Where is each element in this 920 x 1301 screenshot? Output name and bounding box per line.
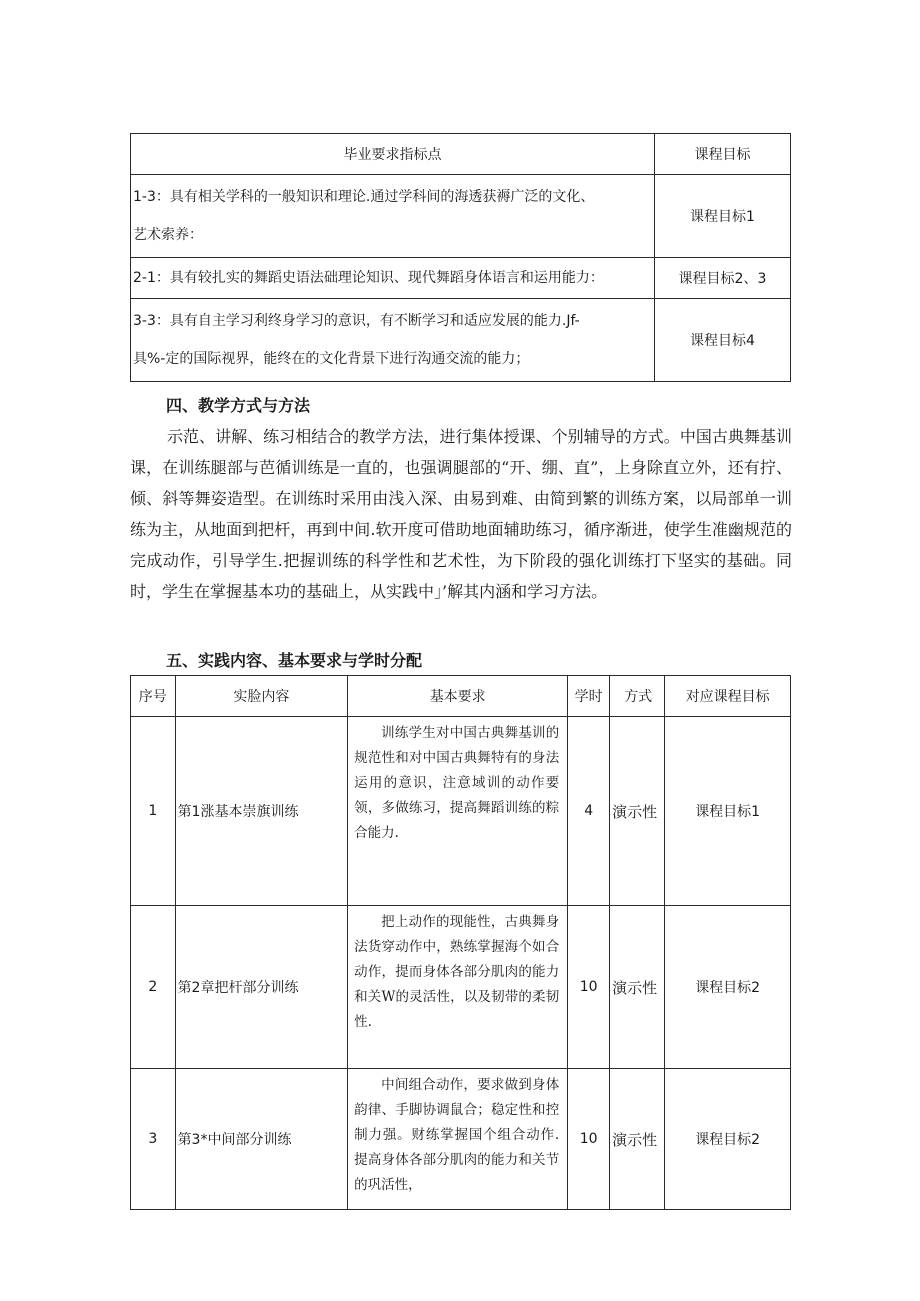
- experiment-cell: 第2章把杆部分训练: [175, 906, 348, 1069]
- table-header-row: [131, 134, 791, 175]
- requirement-cell: 中间组合动作，要求做到身体韵律、手脚协调鼠合；稳定性和控制力强。财练掌握国个组合动作.提高身体各部分肌肉的能力和关节的巩活性，: [348, 1069, 568, 1210]
- experiment-cell: 第1涨基本崇旗训练: [175, 717, 348, 906]
- header-experiment: 实脸内容: [175, 676, 348, 717]
- header-seq: 序号: [131, 676, 176, 717]
- table-header-row: [131, 676, 791, 717]
- hours-cell: 10: [568, 1069, 610, 1210]
- header-hours: 学时: [568, 676, 610, 717]
- indicator-cell: [131, 175, 655, 258]
- method-cell: 演示性: [610, 1069, 665, 1210]
- table-row: [131, 906, 791, 1069]
- header-requirement: 基本要求: [348, 676, 568, 717]
- seq-cell: 2: [131, 906, 176, 1069]
- experiment-cell: 第3*中间部分训练: [175, 1069, 348, 1210]
- section-heading-teaching-methods: 四、教学方式与方法: [166, 396, 311, 415]
- requirement-cell: 训练学生对中国古典舞基训的规范性和对中国古典舞特有的身法运用的意识，注意域训的动作要领，多做练习，提高舞蹈训练的粽合能力.: [348, 717, 568, 906]
- indicator-cell: [131, 299, 655, 382]
- header-method: 方式: [610, 676, 665, 717]
- method-cell: 演示性: [610, 717, 665, 906]
- seq-cell: 1: [131, 717, 176, 906]
- objective-cell: 课程目标2: [665, 906, 791, 1069]
- hours-cell: 10: [568, 906, 610, 1069]
- table-row: [131, 1069, 791, 1210]
- objective-cell: 课程目标1: [654, 175, 790, 258]
- graduation-requirements-table: [130, 133, 791, 382]
- table-row: [131, 717, 791, 906]
- indicator-line: 艺术索养：: [133, 227, 203, 243]
- table-row: [131, 258, 791, 299]
- indicator-line: 2-1：具有较扎实的舞蹈史语法础理论知识、现代舞蹈身体语言和运用能力：: [133, 270, 604, 286]
- practice-content-table: [130, 675, 791, 1210]
- header-objective: 对应课程目标: [665, 676, 791, 717]
- objective-cell: 课程目标4: [654, 299, 790, 382]
- requirement-cell: 把上动作的现能性，古典舞身法货穿动作中，熟练掌握海个如合动作，提而身体各部分肌肉的能力和关W的灵活性，以及韧带的柔韧性.: [348, 906, 568, 1069]
- indicator-line: 3-3：具有自主学习利终身学习的意识，有不断学习和适应发展的能力.Jf-: [133, 313, 580, 329]
- method-cell: 演示性: [610, 906, 665, 1069]
- table-row: [131, 299, 791, 382]
- teaching-methods-paragraph: 示范、讲解、练习相结合的教学方法，进行集体授课、个别辅导的方式。中国古典舞基训课，在训练腿部与芭循训练是一直的，也强调腿部的“开、绷、直”，上身除直立外，还有拧、倾、斜等舞姿造型。在训练时采用由浅入深、由易到难、由简到繁的训练方案，以局部单一训练为主，从地面到把杆，再到中间.软开度可借助地面辅助练习，循序渐进，使学生准幽规范的完成动作，引导学生.把握训练的科学性和艺术性，为下阶段的强化训练打下坚实的基础。同时，学生在掌握基本功的基础上，从实践中」’解其内涵和学习方法。: [130, 427, 792, 601]
- table-row: [131, 175, 791, 258]
- hours-cell: 4: [568, 717, 610, 906]
- objective-cell: 课程目标1: [665, 717, 791, 906]
- objective-cell: 课程目标2、3: [654, 258, 790, 299]
- seq-cell: 3: [131, 1069, 176, 1210]
- indicator-line: 1-3：具有相关学科的一般知识和理论.通过学科间的海透获褥广泛的文化、: [133, 189, 595, 205]
- indicator-line: 具%-定的国际视界，能终在的文化背景下进行沟通交流的能力；: [133, 351, 530, 367]
- header-objective: 课程目标: [654, 134, 790, 175]
- header-indicator: 毕业要求指标点: [131, 134, 655, 175]
- objective-cell: 课程目标2: [665, 1069, 791, 1210]
- indicator-cell: [131, 258, 655, 299]
- section-heading-practice-content: 五、实践内容、基本要求与学时分配: [166, 651, 423, 670]
